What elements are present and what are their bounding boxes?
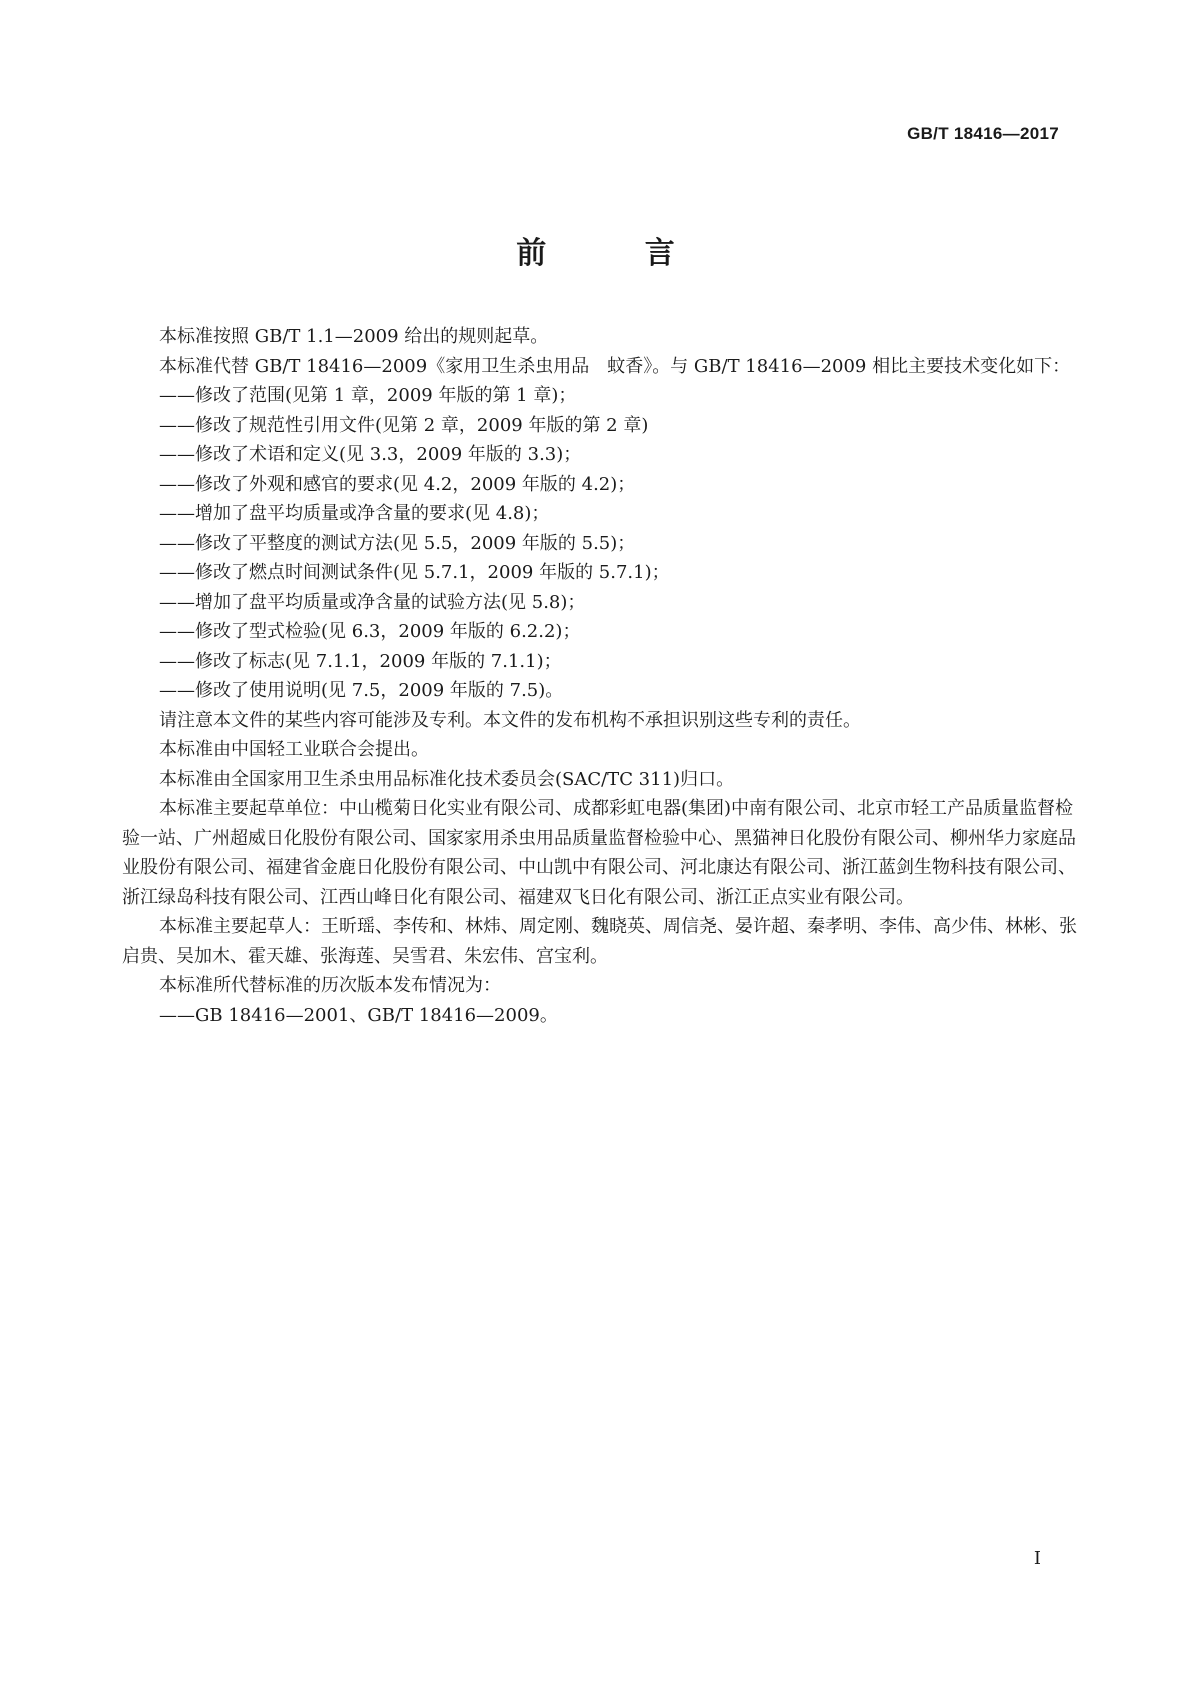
page-title: 前 言 (516, 236, 719, 271)
change-item: ——修改了燃点时间测试条件(见 5.7.1，2009 年版的 5.7.1)； (159, 562, 670, 583)
change-item: ——修改了外观和感官的要求(见 4.2，2009 年版的 4.2)； (159, 473, 636, 495)
paragraph-drafting-units: 本标准主要起草单位：中山榄菊日化实业有限公司、成都彩虹电器(集团)中南有限公司、北京市轻工产品质量监督检验一站、广州超威日化股份有限公司、国家家用杀虫用品质量监督检验中心、黑猫神日化股份有限公司、柳州华力家庭品业股份有限公司、福建省金鹿日化股份有限公司、中山凯中有限公司、河北康达有限公司、浙江蓝剑生物科技有限公司、浙江绿岛科技有限公司、江西山峰日化有限公司、福建双飞日化有限公司、浙江正点实业有限公司。 (122, 798, 1076, 908)
paragraph-replacement: 本标准代替 GB/T 18416—2009《家用卫生杀虫用品 蚊香》。与 GB/T 18416—2009 相比主要技术变化如下： (159, 355, 1071, 377)
paragraph-committee: 本标准由全国家用卫生杀虫用品标准化技术委员会(SAC/TC 311)归口。 (159, 768, 735, 790)
change-item: ——修改了使用说明(见 7.5，2009 年版的 7.5)。 (159, 680, 564, 701)
change-item: ——修改了术语和定义(见 3.3，2009 年版的 3.3)； (159, 444, 582, 465)
paragraph-proposer: 本标准由中国轻工业联合会提出。 (159, 739, 429, 760)
paragraph-drafting-rules: 本标准按照 GB/T 1.1—2009 给出的规则起草。 (159, 326, 549, 347)
change-item: ——增加了盘平均质量或净含量的要求(见 4.8)； (159, 503, 550, 524)
page-number: I (1033, 1548, 1041, 1569)
change-item: ——修改了标志(见 7.1.1，2009 年版的 7.1.1)； (159, 650, 562, 672)
paragraph-drafters: 本标准主要起草人：王昕瑶、李传和、林炜、周定刚、魏晓英、周信尧、晏许超、秦孝明、李伟、高少伟、林彬、张启贵、吴加木、霍天雄、张海莲、吴雪君、朱宏伟、宫宝利。 (122, 916, 1077, 967)
paragraph-patent-notice: 请注意本文件的某些内容可能涉及专利。本文件的发布机构不承担识别这些专利的责任。 (159, 709, 861, 731)
change-item: ——修改了型式检验(见 6.3，2009 年版的 6.2.2)； (159, 621, 581, 642)
foreword-body (122, 322, 1077, 1030)
standard-code: GB/T 18416—2017 (907, 124, 1059, 143)
paragraph-history-intro: 本标准所代替标准的历次版本发布情况为： (159, 975, 501, 996)
change-item: ——修改了范围(见第 1 章，2009 年版的第 1 章)； (159, 385, 577, 406)
history-item: ——GB 18416—2001、GB/T 18416—2009。 (159, 1004, 558, 1026)
change-item: ——增加了盘平均质量或净含量的试验方法(见 5.8)； (159, 591, 586, 613)
change-item: ——修改了平整度的测试方法(见 5.5，2009 年版的 5.5)； (159, 532, 636, 554)
change-item: ——修改了规范性引用文件(见第 2 章，2009 年版的第 2 章) (159, 414, 649, 436)
